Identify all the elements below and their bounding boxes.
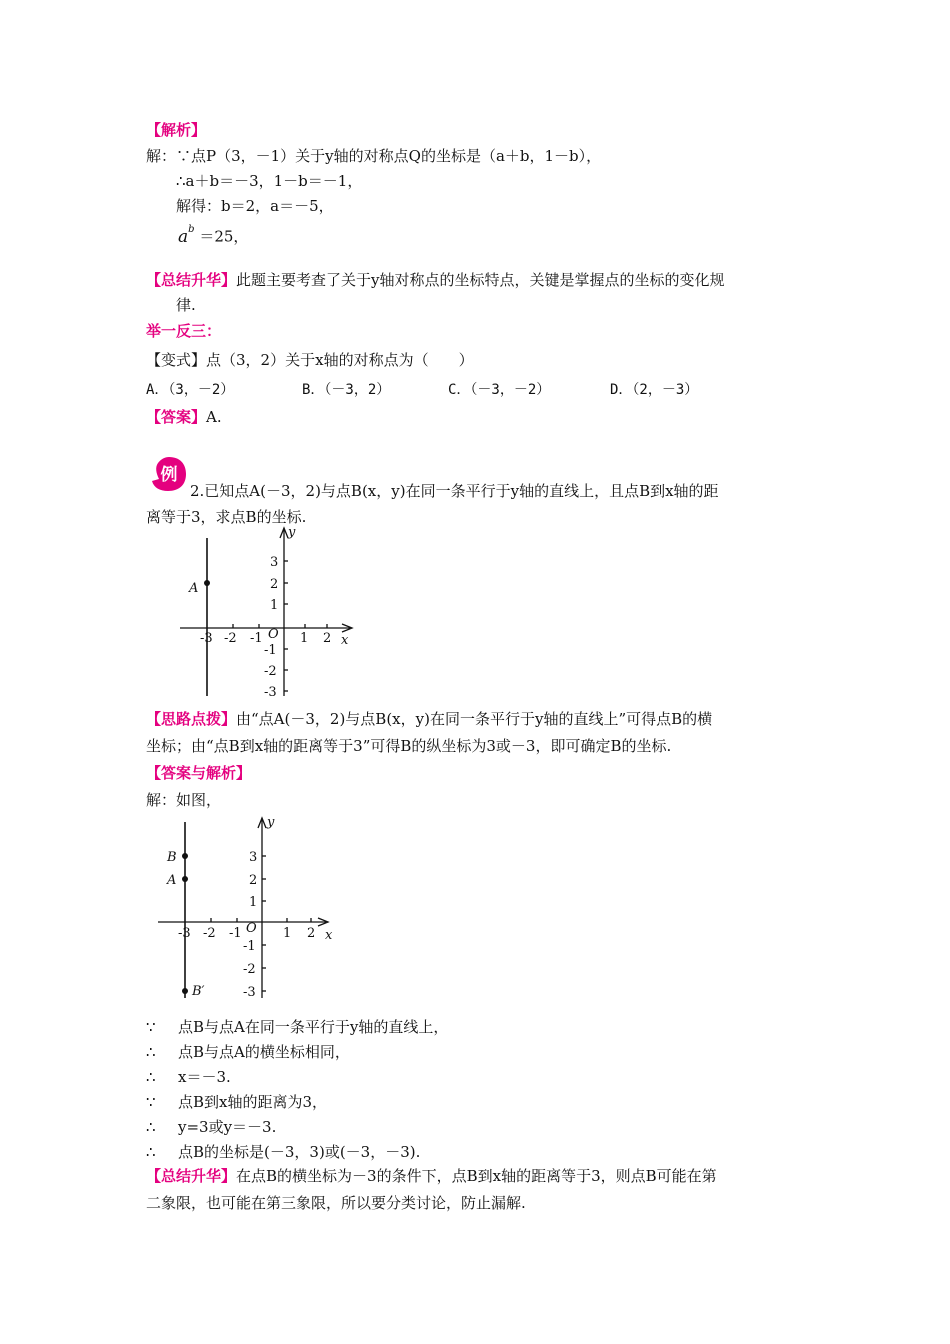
x-tick-label: -3 [178,926,191,941]
because-symbol: ∵ [146,1093,156,1111]
hint-text-1: 由“点A(－3，2)与点B(x，y)在同一条平行于y轴的直线上”可得点B的横 [236,710,713,728]
variant-line [146,349,474,371]
summary-1-line-1 [146,269,725,291]
option-d: D．（2，－3） [610,382,699,398]
y-tick-label: -1 [264,643,277,658]
y-tick-label: 2 [270,577,279,592]
y-tick-label: 3 [270,555,279,570]
power-exponent: b [188,224,195,235]
y-axis-label: y [288,525,296,540]
analysis-line-4 [178,222,248,248]
x-tick-label: 2 [323,631,332,646]
summary-1-line-2: 律. [176,296,196,314]
answer-text: A. [206,408,222,426]
x-tick-label: -1 [229,926,242,941]
summary-2-text: 在点B的横坐标为－3的条件下，点B到x轴的距离等于3，则点B可能在第 [236,1167,717,1185]
y-tick-label: 1 [249,895,258,910]
hint-tag: 【思路点拨】 [146,710,237,728]
step-text: 点B与点A的横坐标相同， [178,1043,350,1061]
summary-2-line-1 [146,1165,717,1187]
summary-2-tag: 【总结升华】 [146,1167,237,1185]
point-b-prime-marker [182,988,188,994]
x-axis-label: x [341,633,349,648]
therefore-symbol: ∴ [146,1043,156,1061]
step-text: 点B的坐标是(－3，3)或(－3，－3). [178,1143,421,1161]
x-tick-label: -3 [200,631,213,646]
therefore-symbol: ∴ [146,1068,156,1086]
power-base: a [178,226,189,247]
point-b-marker [182,853,188,859]
point-b-label: B [167,850,177,865]
option-a: A．（3，－2） [146,382,235,398]
step-line-6 [146,1141,420,1163]
y-tick-label: 3 [249,850,258,865]
example-badge-text: 例 [160,465,178,485]
x-axis-label: x [325,928,333,943]
y-tick-label: -2 [264,664,277,679]
summary-1-tag: 【总结升华】 [146,271,237,289]
point-a-label: A [189,581,199,596]
coordinate-graph-1 [174,524,364,704]
summary-2-line-2: 二象限，也可能在第三象限，所以要分类讨论，防止漏解. [146,1194,526,1212]
hint-line-2: 坐标；由“点B到x轴的距离等于3”可得B的纵坐标为3或－3，即可确定B的坐标. [146,737,672,755]
because-symbol: ∵ [146,1018,156,1036]
answer-line [146,406,222,428]
options-line [146,379,698,401]
step-line-2 [146,1041,350,1063]
power-expression [178,224,195,247]
x-tick-label: -1 [250,631,263,646]
example-question-line-1: 2.已知点A(－3，2)与点B(x，y)在同一条平行于y轴的直线上，且点B到x轴的距 [190,482,719,500]
point-a-marker [204,580,210,586]
y-tick-label: 2 [249,873,258,888]
y-tick-label: 1 [270,598,279,613]
power-result: ＝25， [199,227,249,246]
analysis-line-1: 解：∵点P（3，－1）关于y轴的对称点Q的坐标是（a＋b，1－b）， [146,147,602,165]
solution-tag: 【答案与解析】 [146,764,252,782]
therefore-symbol: ∴ [146,1143,156,1161]
analysis-line-3: 解得：b＝2，a＝－5， [176,197,334,215]
y-tick-label: -3 [264,685,277,700]
step-line-4 [146,1091,327,1113]
point-a-label: A [167,873,177,888]
x-tick-label: -2 [224,631,237,646]
point-a-marker [182,876,188,882]
analysis-heading [146,119,206,141]
step-line-1 [146,1016,448,1038]
step-line-3 [146,1066,231,1088]
example-badge-icon [150,455,188,493]
x-tick-label: -2 [203,926,216,941]
step-text: y=3或y＝－3. [178,1118,277,1136]
variant-text: 点（3，2）关于x轴的对称点为（ ） [206,351,474,369]
practice-title: 举一反三： [146,322,222,340]
step-text: 点B与点A在同一条平行于y轴的直线上， [178,1018,449,1036]
hint-line-1 [146,708,712,730]
origin-label: O [246,921,257,936]
x-tick-label: 1 [300,631,309,646]
point-b-prime-label: B′ [192,984,205,999]
y-tick-label: -3 [243,985,256,1000]
solution-line-1: 解：如图， [146,791,222,809]
x-tick-label: 2 [307,926,316,941]
option-c: C．（－3，－2） [448,382,551,398]
therefore-symbol: ∴ [146,1118,156,1136]
origin-label: O [268,627,279,642]
answer-tag: 【答案】 [146,408,207,426]
coordinate-graph-2 [150,812,350,1004]
option-b: B．（－3，2） [302,382,391,398]
y-axis-label: y [267,815,275,830]
y-tick-label: -1 [243,939,256,954]
x-tick-label: 1 [283,926,292,941]
variant-tag: 【变式】 [146,351,207,369]
y-tick-label: -2 [243,962,256,977]
summary-1-text: 此题主要考查了关于y轴对称点的坐标特点，关键是掌握点的坐标的变化规 [236,271,725,289]
step-text: 点B到x轴的距离为3， [178,1093,328,1111]
solution-heading [146,762,251,784]
step-line-5 [146,1116,276,1138]
step-text: x＝－3. [178,1068,231,1086]
analysis-line-2: ∴a＋b＝－3，1－b＝－1， [176,172,363,190]
example-question-line-2: 离等于3，求点B的坐标. [146,508,307,526]
analysis-tag: 【解析】 [146,121,207,139]
